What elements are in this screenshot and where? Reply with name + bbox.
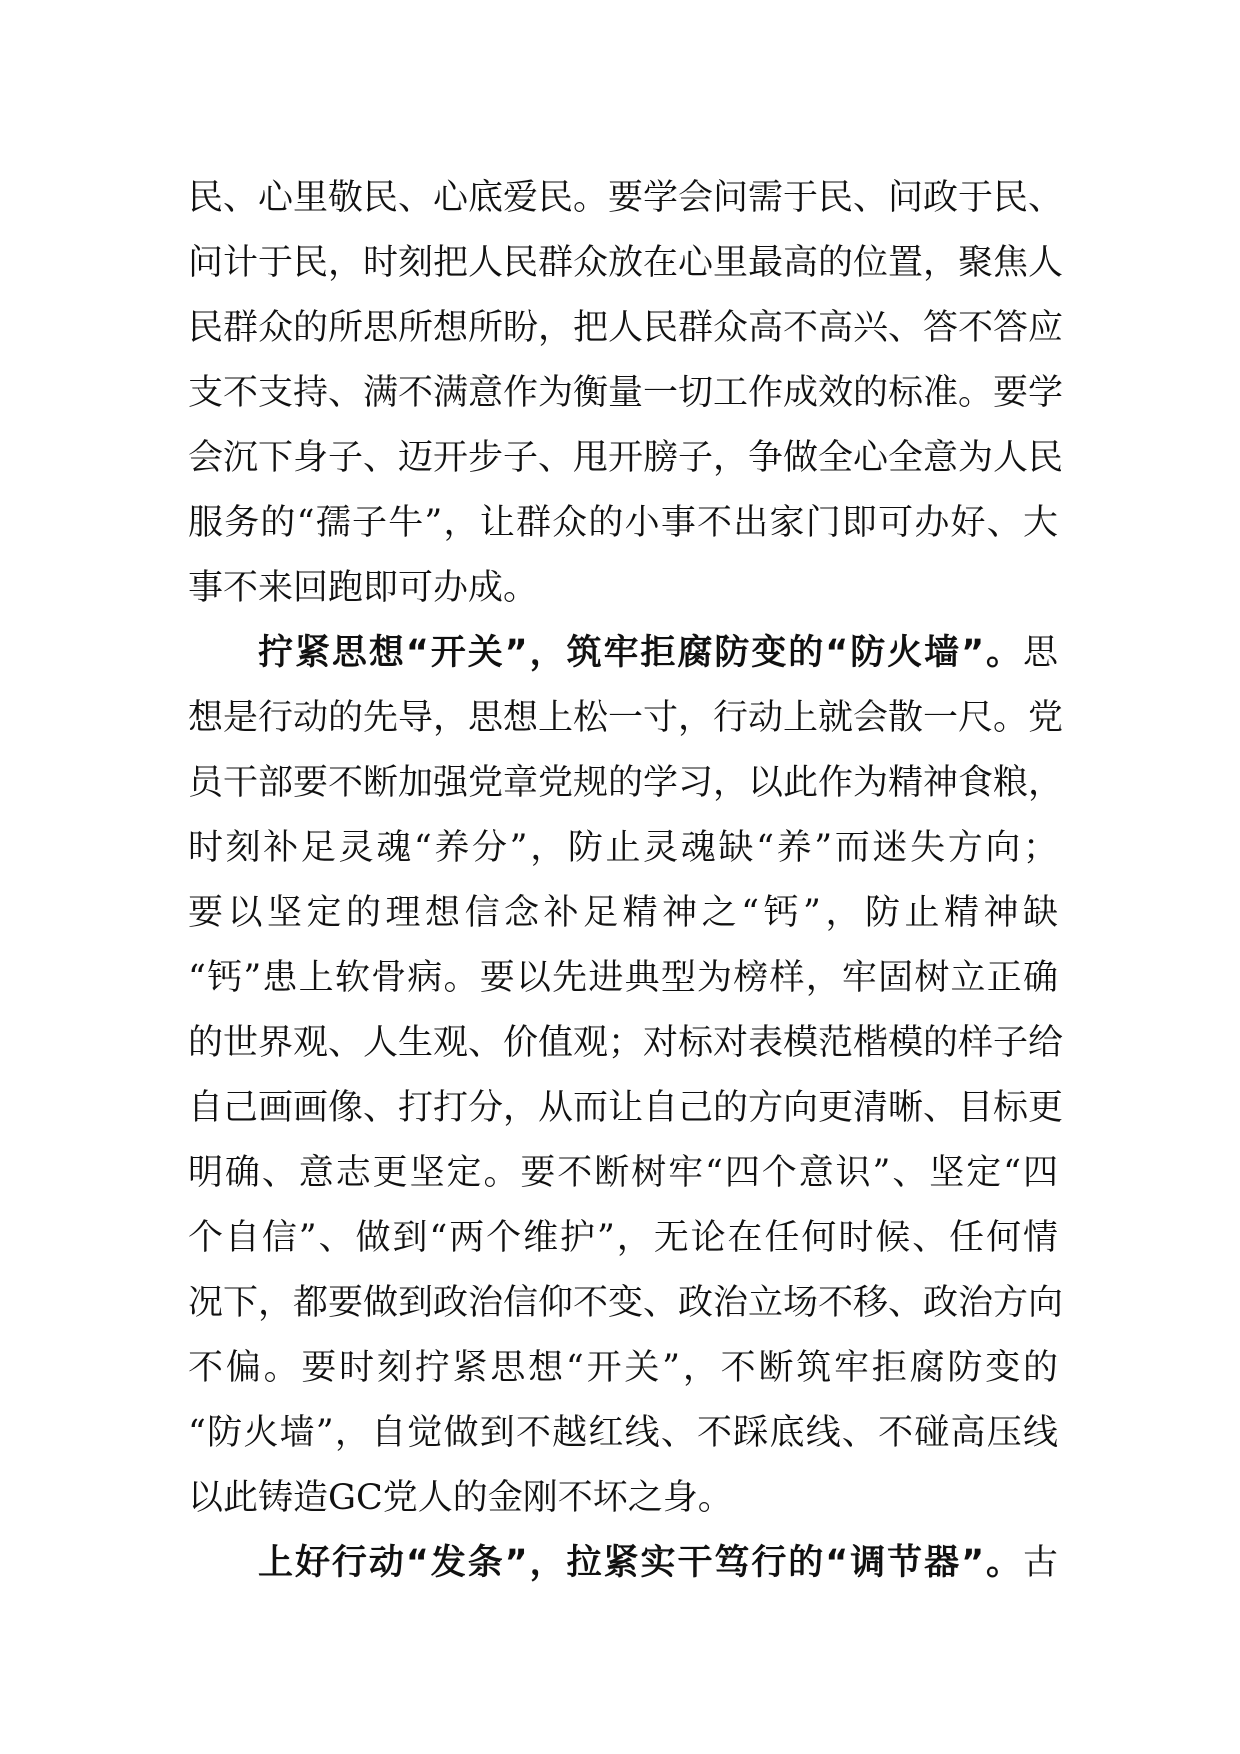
text-line: 个自信”、做到“两个维护”，无论在任何时候、任何情 <box>188 1218 1058 1258</box>
text-line: 明确、意志更坚定。要不断树牢“四个意识”、坚定“四 <box>188 1153 1058 1193</box>
text-line: 支不支持、满不满意作为衡量一切工作成效的标准。要学 <box>188 373 1064 413</box>
text-line <box>188 621 1058 686</box>
text-line: 事不来回跑即可办成。 <box>188 568 539 608</box>
text-line: 服务的“孺子牛”，让群众的小事不出家门即可办好、大 <box>188 503 1058 543</box>
text-line: “钙”患上软骨病。要以先进典型为榜样，牢固树立正确 <box>188 958 1058 998</box>
text-line: 民、心里敬民、心底爱民。要学会问需于民、问政于民、 <box>188 178 1064 218</box>
text-line: 不偏。要时刻拧紧思想“开关”，不断筑牢拒腐防变的 <box>188 1348 1058 1388</box>
text-line: 会沉下身子、迈开步子、甩开膀子，争做全心全意为人民 <box>188 438 1064 478</box>
paragraph-heading: 上好行动“发条”，拉紧实干笃行的“调节器”。 <box>258 1543 1023 1583</box>
paragraph-thought-switch <box>188 621 1064 1531</box>
text-line: 自己画画像、打打分，从而让自己的方向更清晰、目标更 <box>188 1088 1064 1128</box>
body-text <box>188 166 1064 1596</box>
paragraph-heading: 拧紧思想“开关”，筑牢拒腐防变的“防火墙”。 <box>258 633 1023 673</box>
text-line: 民群众的所思所想所盼，把人民群众高不高兴、答不答应 <box>188 308 1064 348</box>
text-line: 时刻补足灵魂“养分”，防止灵魂缺“养”而迷失方向； <box>188 828 1058 868</box>
text-line: 想是行动的先导，思想上松一寸，行动上就会散一尺。党 <box>188 698 1064 738</box>
text-line: 以此铸造GC党人的金刚不坏之身。 <box>188 1478 733 1518</box>
text-line: 问计于民，时刻把人民群众放在心里最高的位置，聚焦人 <box>188 243 1064 283</box>
heading-trailing-text: 思 <box>1022 633 1058 673</box>
text-line: 况下，都要做到政治信仰不变、政治立场不移、政治方向 <box>188 1283 1064 1323</box>
paragraph-action-spring <box>188 1531 1058 1596</box>
text-line: 要以坚定的理想信念补足精神之“钙”，防止精神缺 <box>188 893 1058 933</box>
paragraph-serve-people <box>188 166 1064 621</box>
text-line: “防火墙”，自觉做到不越红线、不踩底线、不碰高压线 <box>188 1413 1058 1453</box>
text-line: 的世界观、人生观、价值观；对标对表模范楷模的样子给 <box>188 1023 1064 1063</box>
heading-trailing-text: 古 <box>1022 1543 1058 1583</box>
text-line <box>188 1531 1058 1596</box>
text-line: 员干部要不断加强党章党规的学习，以此作为精神食粮， <box>188 763 1064 803</box>
